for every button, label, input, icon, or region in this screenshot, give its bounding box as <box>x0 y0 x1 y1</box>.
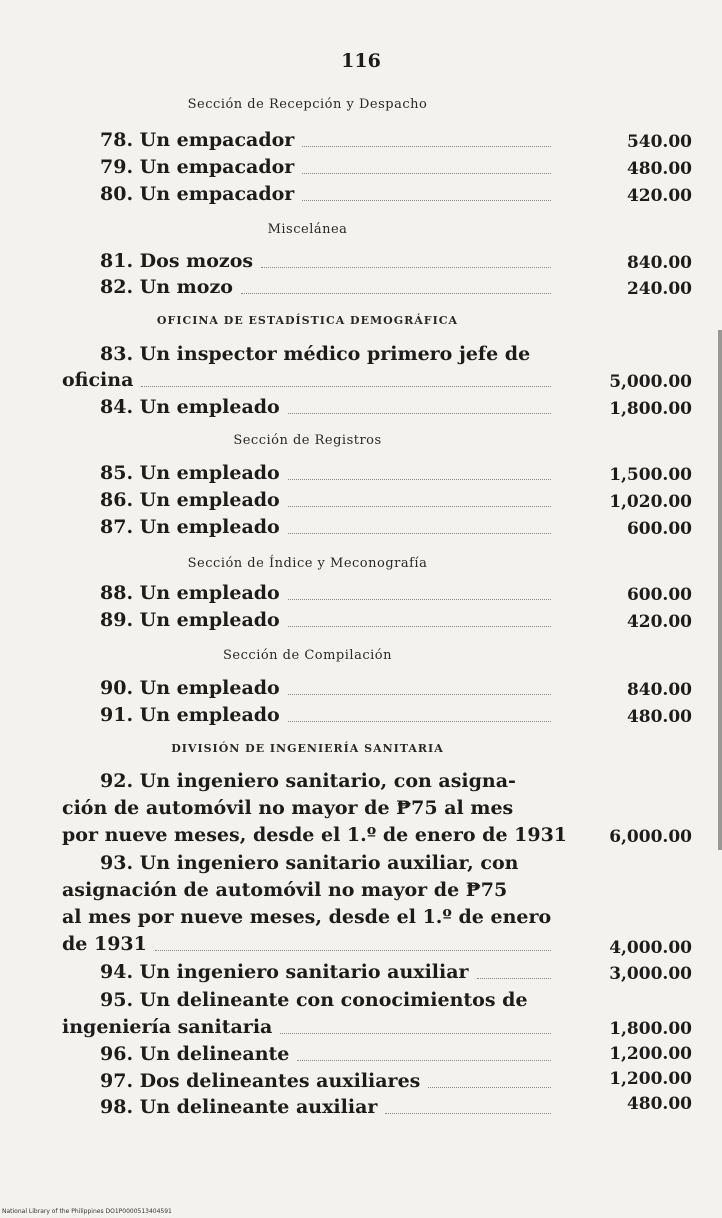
item-amount: 600.00 <box>626 585 692 605</box>
line-item <box>100 702 557 728</box>
section-heading: Sección de Registros <box>233 433 382 448</box>
leader-dots <box>288 412 551 414</box>
item-text: 97. Dos delineantes auxiliares <box>100 1070 421 1092</box>
item-text: 84. Un empleado <box>100 396 280 418</box>
item-amount: 420.00 <box>626 612 692 632</box>
section-heading: Miscelánea <box>267 222 348 237</box>
item-text: 98. Un delineante auxiliar <box>100 1096 378 1118</box>
line-item <box>100 154 557 180</box>
item-text-line: ción de automóvil no mayor de ₱75 al mes <box>62 797 514 819</box>
item-text: 90. Un empleado <box>100 677 280 699</box>
item-amount: 840.00 <box>626 680 692 700</box>
leader-dots <box>288 693 551 695</box>
line-item <box>100 514 557 540</box>
section-heading: Sección de Índice y Meconografía <box>187 556 428 571</box>
leader-dots <box>280 1032 551 1034</box>
item-amount: 480.00 <box>626 1094 692 1114</box>
leader-dots <box>241 292 551 294</box>
item-text: 89. Un empleado <box>100 609 280 631</box>
line-item <box>100 248 557 274</box>
item-text: 94. Un ingeniero sanitario auxiliar <box>100 961 469 983</box>
item-text: de 1931 <box>62 933 147 955</box>
scan-margin-edge <box>718 330 722 850</box>
line-item <box>100 127 557 153</box>
leader-dots <box>288 478 551 480</box>
item-text: 88. Un empleado <box>100 582 280 604</box>
leader-dots <box>288 505 551 507</box>
line-item <box>62 1014 557 1040</box>
line-item <box>100 394 557 420</box>
leader-dots <box>288 598 551 600</box>
item-amount: 480.00 <box>626 707 692 727</box>
item-text: 79. Un empacador <box>100 156 295 178</box>
item-amount: 4,000.00 <box>609 938 692 958</box>
item-text: 80. Un empacador <box>100 183 295 205</box>
line-item <box>100 1068 557 1094</box>
item-amount: 1,200.00 <box>609 1044 692 1064</box>
item-text-line: 93. Un ingeniero sanitario auxiliar, con <box>100 852 519 874</box>
item-text-line: asignación de automóvil no mayor de ₱75 <box>62 879 508 901</box>
leader-dots <box>288 625 551 627</box>
item-amount: 540.00 <box>626 132 692 152</box>
leader-dots <box>288 532 551 534</box>
line-item <box>100 607 557 633</box>
division-heading: OFICINA DE ESTADÍSTICA DEMOGRÁFICA <box>156 314 459 327</box>
leader-dots <box>477 977 551 979</box>
item-text: 81. Dos mozos <box>100 250 254 272</box>
item-text-line: al mes por nueve meses, desde el 1.º de enero <box>62 906 552 928</box>
item-text: 86. Un empleado <box>100 489 280 511</box>
line-item <box>100 959 557 985</box>
leader-dots <box>385 1112 551 1114</box>
item-text: 87. Un empleado <box>100 516 280 538</box>
item-amount: 1,800.00 <box>609 1019 692 1039</box>
division-heading: DIVISIÓN DE INGENIERÍA SANITARIA <box>171 742 444 755</box>
page-number: 116 <box>341 50 381 72</box>
leader-dots <box>428 1086 551 1088</box>
section-heading: Sección de Recepción y Despacho <box>187 97 428 112</box>
library-footer: National Library of the Philippines DO1P0000513404591 <box>2 1208 172 1215</box>
leader-dots <box>261 266 551 268</box>
item-text: ingeniería sanitaria <box>62 1016 273 1038</box>
item-text: 91. Un empleado <box>100 704 280 726</box>
item-text: 85. Un empleado <box>100 462 280 484</box>
line-item <box>62 367 557 393</box>
item-amount: 1,200.00 <box>609 1069 692 1089</box>
item-text-line: por nueve meses, desde el 1.º de enero de 1931 <box>62 824 568 846</box>
item-amount: 240.00 <box>626 279 692 299</box>
item-text: oficina <box>62 369 134 391</box>
leader-dots <box>297 1059 551 1061</box>
item-text: 96. Un delineante <box>100 1043 290 1065</box>
leader-dots <box>302 145 551 147</box>
item-text: 82. Un mozo <box>100 276 233 298</box>
item-text-line: 95. Un delineante con conocimientos de <box>100 989 528 1011</box>
line-item <box>100 1094 557 1120</box>
item-amount: 6,000.00 <box>609 827 692 847</box>
item-amount: 5,000.00 <box>609 372 692 392</box>
line-item <box>100 487 557 513</box>
section-heading: Sección de Compilación <box>223 648 392 663</box>
item-text-line: 92. Un ingeniero sanitario, con asigna- <box>100 770 516 792</box>
item-amount: 1,020.00 <box>609 492 692 512</box>
line-item <box>100 274 557 300</box>
item-text-line: 83. Un inspector médico primero jefe de <box>100 343 531 365</box>
leader-dots <box>288 720 551 722</box>
item-amount: 600.00 <box>626 519 692 539</box>
line-item <box>62 931 557 957</box>
leader-dots <box>302 172 551 174</box>
item-amount: 480.00 <box>626 159 692 179</box>
leader-dots <box>302 199 551 201</box>
line-item <box>100 1041 557 1067</box>
item-amount: 840.00 <box>626 253 692 273</box>
item-text: 78. Un empacador <box>100 129 295 151</box>
item-amount: 1,800.00 <box>609 399 692 419</box>
item-amount: 420.00 <box>626 186 692 206</box>
item-amount: 1,500.00 <box>609 465 692 485</box>
leader-dots <box>155 949 551 951</box>
line-item <box>100 460 557 486</box>
leader-dots <box>141 385 551 387</box>
line-item <box>100 675 557 701</box>
line-item <box>100 580 557 606</box>
item-amount: 3,000.00 <box>609 964 692 984</box>
line-item <box>100 181 557 207</box>
